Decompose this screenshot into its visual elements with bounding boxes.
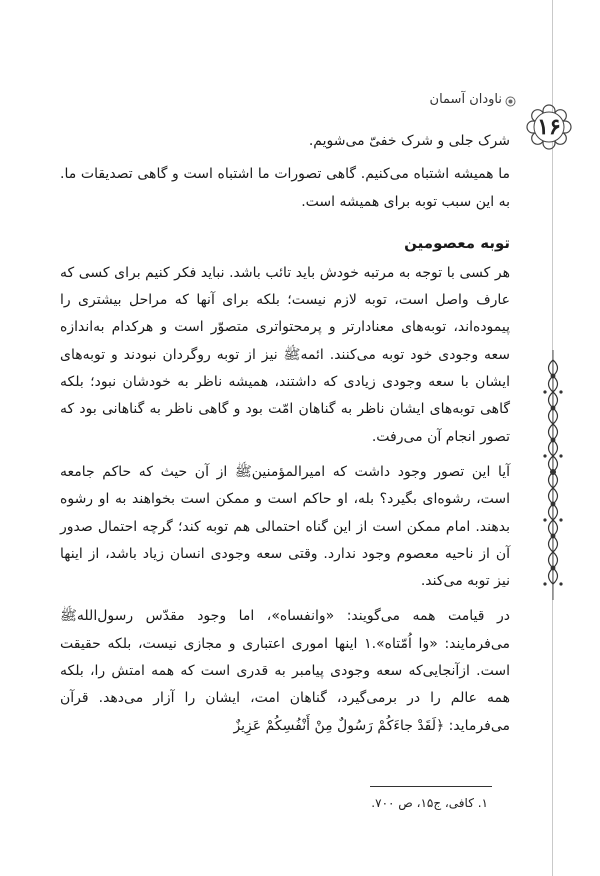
header-bullet-icon [505,96,516,107]
main-text [60,126,510,740]
paragraph: آیا این تصور وجود داشت که امیرالمؤمنینﷺ از آن حیث که حاکم جامعه است، رشوه‌ای بگیرد؟ بله، او حاکم است و ممکن است بخواهند به او رشوه بدهند. امام ممکن است از این گناه احتمالی هم توبه کند؛ گرچه احتمال صدور آن از ناحیه معصوم وجود ندارد. وقتی سعه وجودی انسان زیاد باشد، از اینها نیز توبه می‌کند. [60,463,510,590]
paragraph: شرک جلی و شرک خفیّ می‌شویم. [308,133,510,149]
page-number: ۱۶ [537,114,561,140]
paragraph: ما همیشه اشتباه می‌کنیم. گاهی تصورات ما اشتباه است و گاهی تصدیقات ما. به این سبب توبه برای همیشه است. [60,166,510,210]
paragraph: در قیامت همه می‌گویند: «وانفساه»، اما وجود مقدّس رسول‌اللهﷺ می‌فرمایند: «وا اُمّتاه».۱ اینها اموری اعتباری و مجازی نیست، بلکه حقیقت است. ازآنجایی‌که سعه وجودی پیامبر به قدری است که همه امتش را، بلکه همه عالم را در برمی‌گیرد، گناهان امت، ایشان را آزار می‌دهد. قرآن می‌فرماید: ﴿لَقَدْ جاءَكُمْ رَسُولٌ مِنْ أَنْفُسِكُمْ عَزِيزٌ [60,608,510,734]
footnote: ۱. کافی، ج۱۵، ص ۷۰۰. [371,796,488,810]
footnote-divider [370,786,492,787]
section-heading: توبه معصومین [404,233,510,252]
running-header-title: ناودان آسمان [429,92,502,107]
page-number-flower-frame-icon [526,104,572,150]
floral-ornament-icon [540,350,566,600]
paragraph: هر کسی با توجه به مرتبه خودش باید تائب باشد. نباید فکر کنیم برای کسی که عارف واصل است، توبه لازم نیست؛ بلکه برای آنها که مراحل بیشتری را پیموده‌اند، توبه‌های معنادارتر و پرمحتواتری متصوّر است و هرکدام به‌اندازه سعه وجودی خود توبه می‌کنند. ائمهﷺ نیز از توبه روگردان نبودند و توبه‌های ایشان با سعه وجودی زیادی که داشتند، همیشه ناظر به خودشان نبود؛ بلکه گاهی توبه‌های ایشان ناظر به گناهان امّت بود و گاهی ناظر به گناهانی بود که تصور انجام آن می‌رفت. [60,264,510,445]
